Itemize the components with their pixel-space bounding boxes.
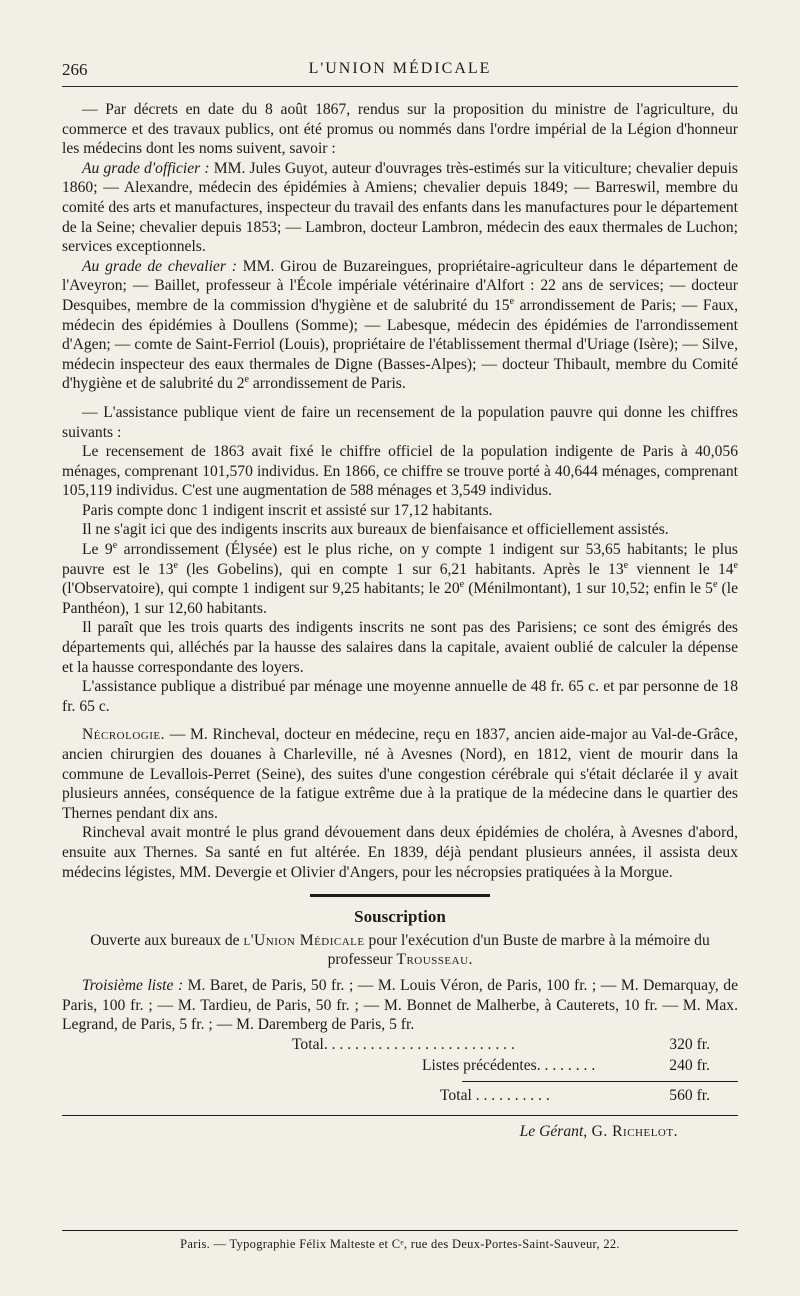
header-rule xyxy=(62,86,738,87)
total-value: 320 fr. xyxy=(669,1035,710,1053)
text-run: viennent le 14 xyxy=(628,560,734,578)
assistance-census: Le recensement de 1863 avait fixé le chiffre officiel de la population indigente de Paris à 40,056 ménages, comprenant 101,570 individus. En 1866, ce chiffre se trouve porté à 40,644 ménages, comprenant 105,119 individus. C'est une augmentation de 588 ménages et 3,549 individus. xyxy=(62,443,738,500)
assistance-scope: Il ne s'agit ici que des indigents inscrits aux bureaux de bienfaisance et officiellement assistés. xyxy=(82,521,669,539)
superscript: e xyxy=(623,559,629,571)
journal-name: l'Union Médicale xyxy=(243,931,365,949)
assistance-arrondissements xyxy=(62,540,738,618)
text-run: pour l'exécution d'un Buste de marbre à la mémoire du professeur xyxy=(327,931,710,969)
superscript: e xyxy=(173,559,178,571)
assistance-intro: — L'assistance publique vient de faire un recensement de la population pauvre qui donne les chiffres suivants : xyxy=(62,403,738,441)
closing-rule xyxy=(62,1115,738,1116)
superscript: e xyxy=(459,579,465,591)
officier-paragraph xyxy=(62,159,738,257)
necrologie-label: Nécrologie. xyxy=(82,726,165,744)
sum-rule xyxy=(462,1081,738,1082)
superscript: e xyxy=(244,374,249,386)
text-run: arrondissement (Élysée) est le plus riche, on y compte 1 indigent sur 53,65 habitants; le plus pauvre est le 13 xyxy=(62,541,738,578)
necrologie-text: — M. Rincheval, docteur en médecine, reçu en 1837, ancien aide-major au Val-de-Grâce, ancien chirurgien des douanes à Charleville, né à Avesnes (Nord), en 1812, vient de mourir dans la commune de Levallois-Perret (Seine), des suites d'une congestion cérébrale qui s'était déclarée il y avait plusieurs années, conséquence de la fatigue extrême due à la pratique de la médecine dans le quartier des Thernes pendant dix ans. xyxy=(62,726,738,822)
chevalier-text-c: arrondissement de Paris. xyxy=(248,375,406,393)
total-row xyxy=(62,1035,738,1056)
professor-name: Trousseau xyxy=(396,951,469,969)
total-label: Total. . . . . . . . . . . . . . . . . . . . . . . . . xyxy=(292,1035,515,1053)
text-run: (Ménilmontant), 1 sur 10,52; enfin le 5 xyxy=(464,580,713,598)
signature-role: Le Gérant, xyxy=(519,1122,588,1140)
grand-total-label: Total . . . . . . . . . . xyxy=(440,1086,550,1104)
section-divider xyxy=(310,894,490,897)
decrees-intro: — Par décrets en date du 8 août 1867, rendus sur la proposition du ministre de l'agriculture, du commerce et des travaux publics, ont été promus ou nommés dans l'ordre impérial de la Légion d'honneur les médecins dont les noms suivent, savoir : xyxy=(62,101,738,158)
signature xyxy=(62,1122,738,1142)
text-run: (le Panthéon), 1 sur 12,60 habitants. xyxy=(62,580,738,617)
page-number: 266 xyxy=(62,60,88,79)
article-body xyxy=(62,100,738,1141)
grand-total-row xyxy=(62,1086,738,1107)
chevalier-label: Au grade de chevalier : xyxy=(82,257,237,275)
superscript: e xyxy=(509,295,515,307)
text-run: Ouverte aux bureaux de xyxy=(90,931,244,949)
running-title: L'UNION MÉDICALE xyxy=(308,60,492,77)
text-run: (l'Observatoire), qui compte 1 indigent sur 9,25 habitants; le 20 xyxy=(62,580,460,598)
assistance-ratio: Paris compte donc 1 indigent inscrit et assisté sur 17,12 habitants. xyxy=(82,501,493,519)
superscript: e xyxy=(712,579,718,591)
text-run: . xyxy=(468,951,473,969)
printer-footer: Paris. — Typographie Félix Malteste et Cᵉ, rue des Deux-Portes-Saint-Sauveur, 22. xyxy=(62,1230,738,1252)
chevalier-paragraph xyxy=(62,257,738,394)
text-run: (les Gobelins), qui en compte 1 sur 6,21 habitants. Après le 13 xyxy=(177,560,624,578)
superscript: e xyxy=(733,559,738,571)
chevalier-text-a: MM. Girou de Buzareingues, propriétaire-agriculteur dans le département de l'Aveyron; — Baillet, professeur à l'École impériale vétérinaire d'Alfort : 22 ans de services; — docteur Desquibes, membre de la commission d'hygiène et de salubrité du 15 xyxy=(62,257,738,314)
list-label: Troisième liste : xyxy=(82,976,184,994)
signature-name: G. Richelot. xyxy=(587,1122,678,1140)
previous-lists-row xyxy=(62,1056,738,1077)
assistance-distribution: L'assistance publique a distribué par ménage une moyenne annuelle de 48 fr. 65 c. et par personne de 18 fr. 65 c. xyxy=(62,678,738,715)
souscription-title: Souscription xyxy=(354,907,446,927)
grand-total-value: 560 fr. xyxy=(669,1086,710,1104)
chevalier-text-b: arrondissement de Paris; — Faux, médecin des épidémies à Doullens (Somme); — Labesque, médecin des épidémies de l'arrondissement d'Agen; — comte de Saint-Ferriol (Louis), propriétaire de l'établissement thermal d'Uriage (Isère); — Silve, médecin inspecteur des eaux thermales de Digne (Basses-Alpes); — docteur Thibault, membre du Comité d'hygiène et de salubrité du 2 xyxy=(62,296,738,393)
previous-value: 240 fr. xyxy=(669,1056,710,1074)
assistance-emigres: Il paraît que les trois quarts des indigents inscrits ne sont pas des Parisiens; ce sont des émigrés des départements qui, alléchés par la hausse des salaires dans la capitale, avaient oublié de calculer la dépense et la hausse correspondante des loyers. xyxy=(62,619,738,676)
subscriber-list xyxy=(62,976,738,1035)
list-text: M. Baret, de Paris, 50 fr. ; — M. Louis Véron, de Paris, 100 fr. ; — M. Demarquay, de Paris, 100 fr. ; — M. Tardieu, de Paris, 50 fr. ; — M. Bonnet de Malherbe, à Cauterets, 10 fr. — M. Max. Legrand, de Paris, 5 fr. ; — M. Daremberg de Paris, 5 fr. xyxy=(62,976,738,1034)
previous-label: Listes précédentes. . . . . . . . xyxy=(422,1056,596,1074)
superscript: e xyxy=(112,539,118,551)
necrologie-second: Rincheval avait montré le plus grand dévouement dans deux épidémies de choléra, à Avesnes d'abord, ensuite aux Thernes. Sa santé en fut altérée. En 1839, déjà pendant plusieurs années, il assista deux médecins légistes, MM. Devergie et Olivier d'Angers, pour les nécropsies pratiquées à la Morgue. xyxy=(62,824,738,881)
officier-text: MM. Jules Guyot, auteur d'ouvrages très-estimés sur la viticulture; chevalier depuis 1860; — Alexandre, médecin des épidémies à Amiens; chevalier depuis 1849; — Barreswil, membre du comité des arts et manufactures, inspecteur du travail des enfants dans les manufactures pour le département de la Seine; chevalier depuis 1853; — Lambron, docteur Lambron, médecin des eaux thermales de Luchon; services exceptionnels. xyxy=(62,159,738,256)
page-header xyxy=(62,60,738,90)
text-run: Le 9 xyxy=(82,541,113,559)
necrologie-paragraph xyxy=(62,725,738,823)
souscription-subtitle xyxy=(62,931,738,970)
officier-label: Au grade d'officier : xyxy=(82,159,210,177)
